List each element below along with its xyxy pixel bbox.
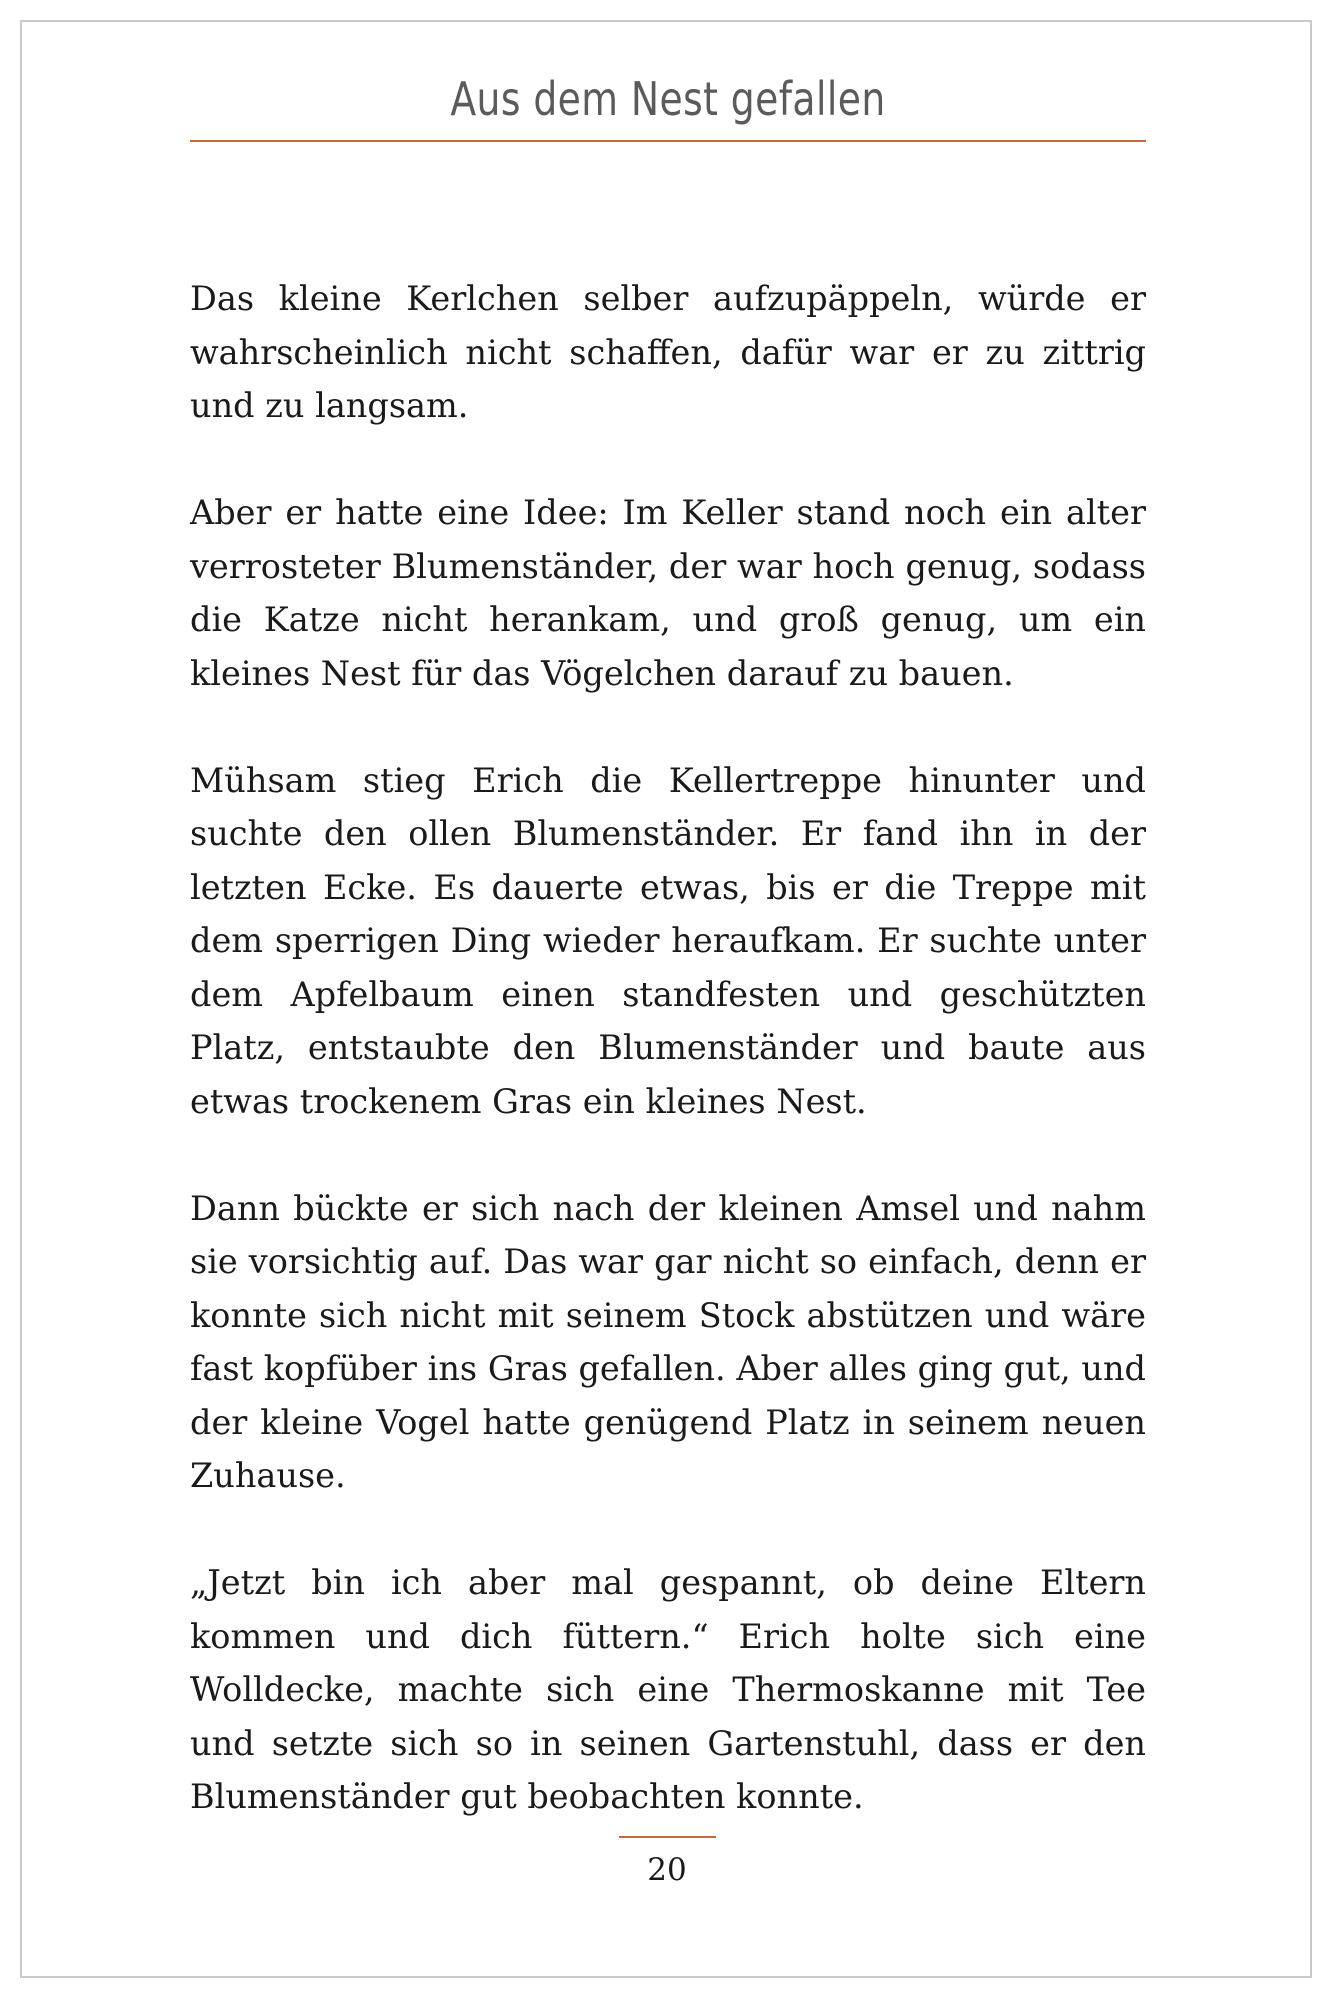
paragraph-5: „Jetzt bin ich aber mal gespannt, ob deine Eltern kommen und dich füttern.“ Erich holte sich eine Wolldecke, machte sich eine Thermoskanne mit Tee und setzte sich so in seinen Gartenstuhl, dass er den Blumenständer gut beobachten konnte. [190, 1563, 1146, 1816]
paragraph-3: Mühsam stieg Erich die Kellertreppe hinunter und suchte den ollen Blumenständer. Er fand ihn in der letzten Ecke. Es dauerte etwas, bis er die Treppe mit dem sperrigen Ding wieder heraufkam. Er suchte unter dem Apfelbaum einen standfesten und geschützten Platz, entstaubte den Blumenständer und baute aus etwas trockenem Gras ein kleines Nest. [190, 760, 1146, 1121]
page-number: 20 [647, 1852, 687, 1888]
paragraph-2: Aber er hatte eine Idee: Im Keller stand noch ein alter verrosteter Blumenständer, der war hoch genug, sodass die Katze nicht herankam, und groß genug, um ein kleines Nest für das Vögelchen darauf zu bauen. [190, 493, 1146, 693]
chapter-title: Aus dem Nest gefallen [450, 72, 886, 126]
paragraph-1: Das kleine Kerlchen selber aufzupäppeln, würde er wahrscheinlich nicht schaffen, dafür war er zu zittrig und zu langsam. [190, 279, 1146, 425]
footer-divider [619, 1836, 716, 1838]
paragraph-4: Dann bückte er sich nach der kleinen Amsel und nahm sie vorsichtig auf. Das war gar nicht so einfach, denn er konnte sich nicht mit seinem Stock abstützen und wäre fast kopfüber ins Gras gefallen. Aber alles ging gut, und der kleine Vogel hatte genügend Platz in seinem neuen Zuhause. [190, 1188, 1146, 1495]
body-text [190, 272, 1146, 1824]
title-divider [190, 140, 1146, 142]
